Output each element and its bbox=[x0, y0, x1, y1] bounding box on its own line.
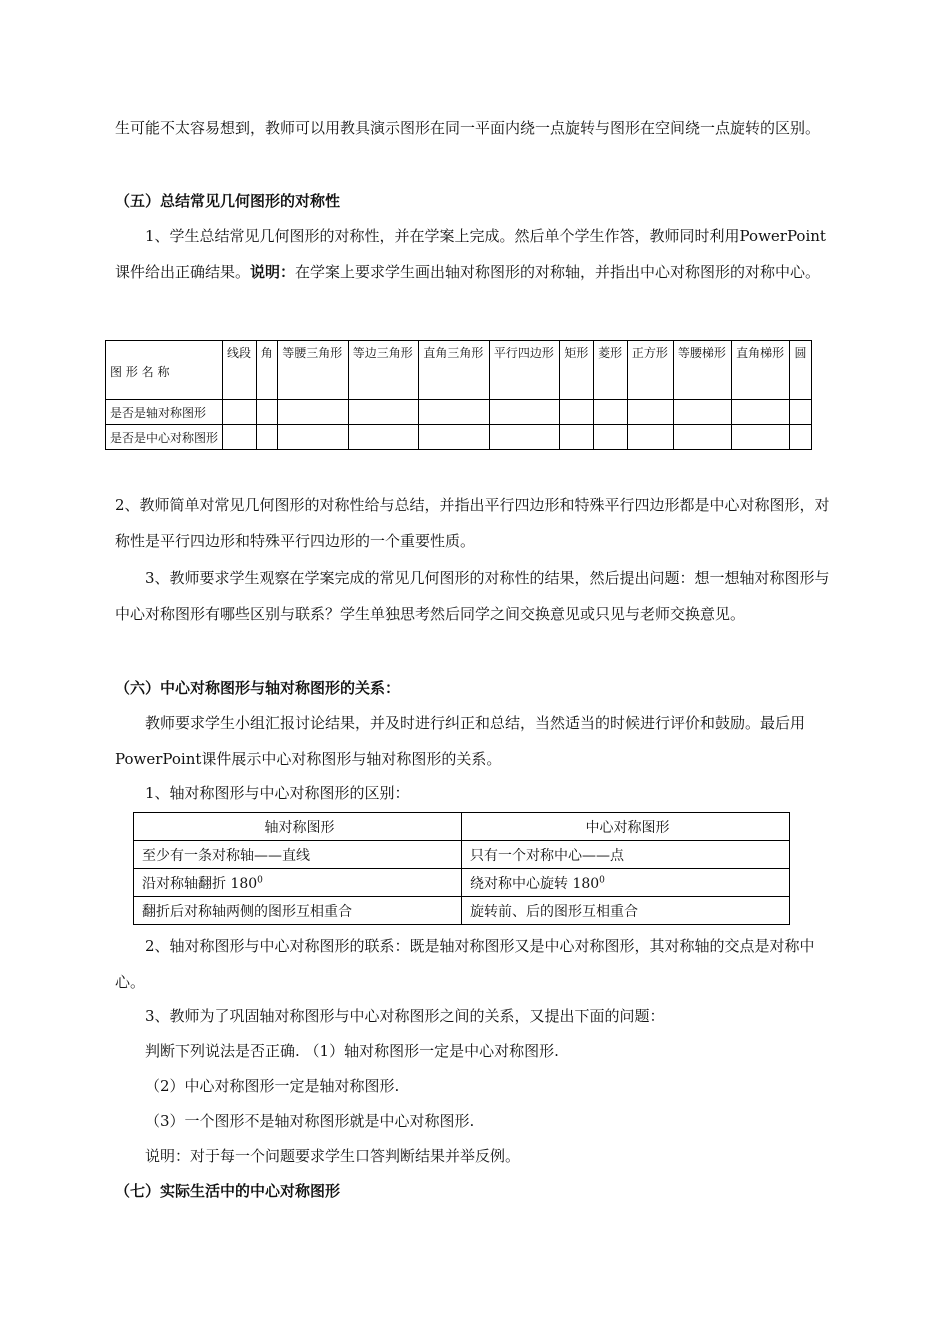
table-col-header: 角 bbox=[256, 341, 277, 400]
paragraph-question-intro: 3、教师为了巩固轴对称图形与中心对称图形之间的关系，又提出下面的问题： bbox=[145, 1007, 665, 1025]
table-col-header: 等腰梯形 bbox=[673, 341, 731, 400]
paragraph-question-1: 判断下列说法是否正确. （1）轴对称图形一定是中心对称图形. bbox=[145, 1042, 559, 1060]
table-col-header: 正方形 bbox=[627, 341, 673, 400]
table-header-axial: 轴对称图形 bbox=[134, 813, 462, 841]
paragraph-report: 教师要求学生小组汇报讨论结果，并及时进行纠正和总结，当然适当的时候进行评价和鼓励。最后用PowerPoint课件展示中心对称图形与轴对称图形的关系。 bbox=[115, 714, 806, 768]
paragraph-step-2: 2、教师简单对常见几何图形的对称性给与总结，并指出平行四边形和特殊平行四边形都是中心对称图形，对称性是平行四边形和特殊平行四边形的一个重要性质。 bbox=[115, 496, 830, 550]
heading-section-6: （六）中心对称图形与轴对称图形的关系： bbox=[115, 679, 401, 697]
paragraph-question-2: （2）中心对称图形一定是轴对称图形. bbox=[145, 1077, 400, 1095]
table-col-header: 线段 bbox=[223, 341, 257, 400]
heading-section-7: （七）实际生活中的中心对称图形 bbox=[115, 1182, 341, 1200]
paragraph-step-1: 1、学生总结常见几何图形的对称性，并在学案上完成。然后单个学生作答，教师同时利用PowerPoint课件给出正确结果。说明：在学案上要求学生画出轴对称图形的对称轴，并指出中心对称图形的对称中心。 bbox=[115, 227, 826, 281]
table-cell: 只有一个对称中心——点 bbox=[462, 841, 790, 869]
table-col-header: 圆 bbox=[790, 341, 812, 400]
table-cell: 沿对称轴翻折 $180^0$ bbox=[134, 869, 462, 897]
paragraph-difference: 1、轴对称图形与中心对称图形的区别： bbox=[145, 784, 410, 802]
table-col-header: 平行四边形 bbox=[489, 341, 560, 400]
table-col-header: 等边三角形 bbox=[348, 341, 419, 400]
symmetry-table bbox=[105, 340, 812, 450]
heading-section-5: （五）总结常见几何图形的对称性 bbox=[115, 192, 341, 210]
paragraph-question-3: （3）一个图形不是轴对称图形就是中心对称图形. bbox=[145, 1112, 475, 1130]
table-cell: 翻折后对称轴两侧的图形互相重合 bbox=[134, 897, 462, 925]
table-header-name: 图 形 名 称 bbox=[106, 341, 223, 400]
paragraph-note: 说明：对于每一个问题要求学生口答判断结果并举反例。 bbox=[145, 1147, 521, 1165]
table-row-label: 是否是轴对称图形 bbox=[106, 400, 223, 425]
table-col-header: 菱形 bbox=[594, 341, 628, 400]
table-cell: 旋转前、后的图形互相重合 bbox=[462, 897, 790, 925]
table-col-header: 直角梯形 bbox=[732, 341, 790, 400]
table-row-label: 是否是中心对称图形 bbox=[106, 425, 223, 450]
table-cell: 至少有一条对称轴——直线 bbox=[134, 841, 462, 869]
comparison-table bbox=[133, 812, 790, 925]
table-col-header: 矩形 bbox=[560, 341, 594, 400]
table-cell: 绕对称中心旋转 $180^0$ bbox=[462, 869, 790, 897]
paragraph-relation: 2、轴对称图形与中心对称图形的联系：既是轴对称图形又是中心对称图形，其对称轴的交点是对称中心。 bbox=[115, 937, 815, 991]
table-col-header: 等腰三角形 bbox=[278, 341, 349, 400]
table-col-header: 直角三角形 bbox=[419, 341, 490, 400]
table-header-central: 中心对称图形 bbox=[462, 813, 790, 841]
paragraph-intro: 生可能不太容易想到，教师可以用教具演示图形在同一平面内绕一点旋转与图形在空间绕一点旋转的区别。 bbox=[115, 119, 821, 137]
paragraph-step-3: 3、教师要求学生观察在学案完成的常见几何图形的对称性的结果，然后提出问题：想一想轴对称图形与中心对称图形有哪些区别与联系？学生单独思考然后同学之间交换意见或只见与老师交换意见。 bbox=[115, 569, 830, 623]
